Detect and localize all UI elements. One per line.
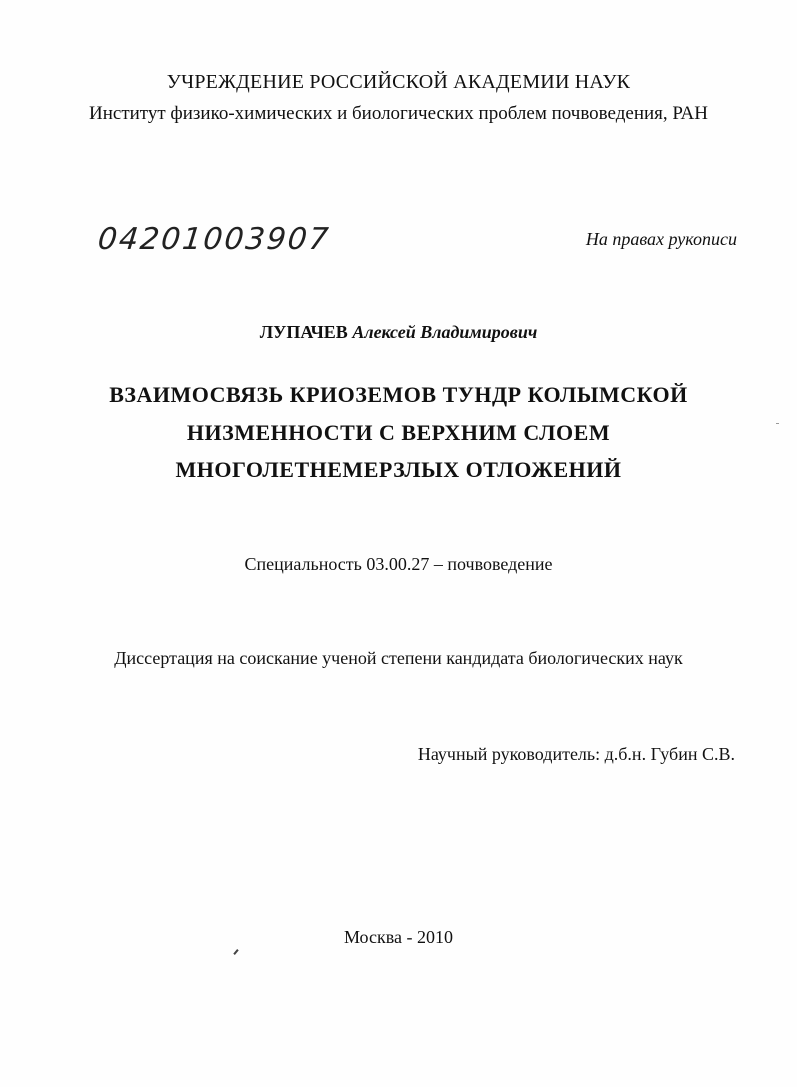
scan-speck [776,423,779,424]
title-line-2: НИЗМЕННОСТИ С ВЕРХНИМ СЛОЕМ [186,420,611,445]
city-year: Москва - 2010 [344,927,453,947]
author-name [0,322,797,343]
author-surname: ЛУПАЧЕВ [259,322,348,342]
author-given-names: Алексей Владимирович [352,322,538,342]
scan-speck [233,949,238,955]
title-line-3: МНОГОЛЕТНЕМЕРЗЛЫХ ОТЛОЖЕНИЙ [175,457,622,482]
specialty-line: Специальность 03.00.27 – почвоведение [244,554,553,574]
institute-name: Институт физико-химических и биологических проблем почвоведения, РАН [89,103,708,124]
scientific-supervisor: Научный руководитель: д.б.н. Губин С.В. [417,744,735,764]
title-line-1: ВЗАИМОСВЯЗЬ КРИОЗЕМОВ ТУНДР КОЛЫМСКОЙ [109,382,688,407]
handwritten-registration-number: 04201003907 [96,222,332,257]
manuscript-rights-note: На правах рукописи [585,229,737,249]
dissertation-degree-line: Диссертация на соискание ученой степени кандидата биологических наук [114,648,683,668]
organization-heading: УЧРЕЖДЕНИЕ РОССИЙСКОЙ АКАДЕМИИ НАУК [166,71,631,93]
